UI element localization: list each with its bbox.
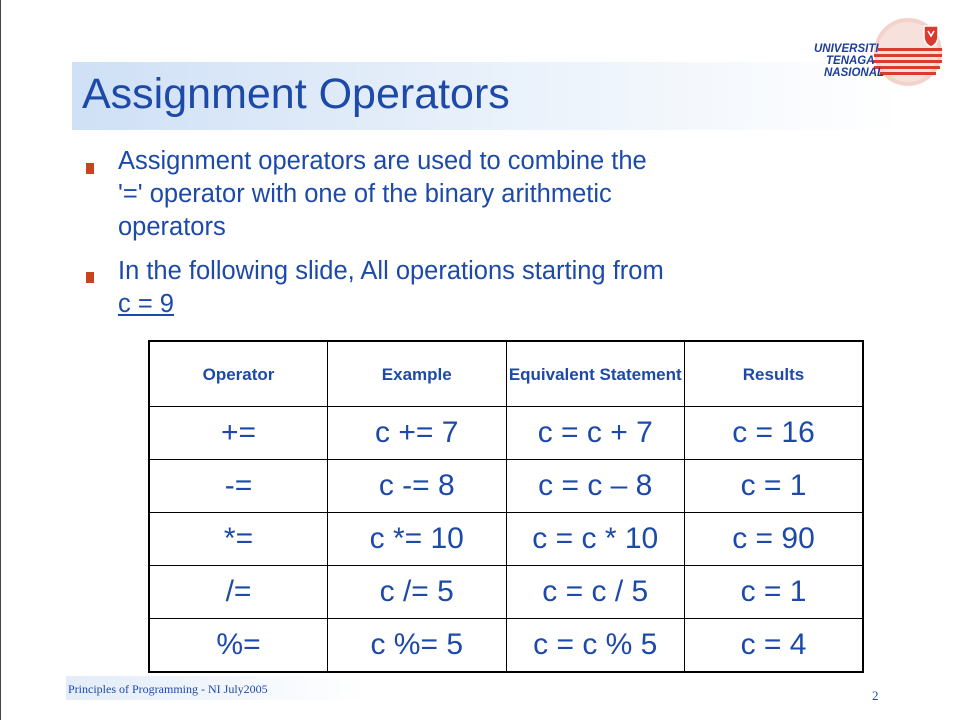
- example-cell: c -= 8: [328, 460, 507, 513]
- equivalent-cell: c = c / 5: [506, 566, 685, 619]
- table-row: [149, 513, 863, 566]
- result-cell: c = 1: [685, 460, 864, 513]
- operator-cell: -=: [149, 460, 328, 513]
- header-example: Example: [328, 341, 507, 407]
- result-cell: c = 16: [685, 407, 864, 460]
- result-cell: c = 90: [685, 513, 864, 566]
- table-row: [149, 407, 863, 460]
- bullet-1-line-3: operators: [118, 213, 226, 241]
- logo-line-3: NASIONAL: [824, 67, 885, 79]
- table-row: [149, 460, 863, 513]
- header-results: Results: [685, 341, 864, 407]
- bullet-marker-2: [86, 272, 94, 283]
- page-number: 2: [872, 688, 879, 703]
- bullet-2-line-1: In the following slide, All operations starting from: [118, 257, 664, 285]
- footer-text: Principles of Programming - NI July2005: [68, 682, 268, 696]
- logo-line-1: UNIVERSITI: [814, 43, 879, 55]
- operator-cell: *=: [149, 513, 328, 566]
- equivalent-cell: c = c + 7: [506, 407, 685, 460]
- result-cell: c = 4: [685, 619, 864, 673]
- equivalent-cell: c = c % 5: [506, 619, 685, 673]
- logo-line-2: TENAGA: [826, 55, 875, 67]
- university-logo: [800, 14, 950, 114]
- equivalent-cell: c = c * 10: [506, 513, 685, 566]
- example-cell: c *= 10: [328, 513, 507, 566]
- bullet-1-line-2: '=' operator with one of the binary arithmetic: [118, 180, 612, 208]
- example-cell: c += 7: [328, 407, 507, 460]
- bullet-marker-1: [86, 163, 94, 174]
- equivalent-cell: c = c – 8: [506, 460, 685, 513]
- example-cell: c %= 5: [328, 619, 507, 673]
- operator-cell: +=: [149, 407, 328, 460]
- bullet-2-underlined-value: c = 9: [118, 290, 174, 318]
- operator-cell: %=: [149, 619, 328, 673]
- table-row: [149, 619, 863, 673]
- header-operator: Operator: [149, 341, 328, 407]
- operator-cell: /=: [149, 566, 328, 619]
- assignment-operators-table: [148, 340, 864, 673]
- table-header-row: [149, 341, 863, 407]
- example-cell: c /= 5: [328, 566, 507, 619]
- bullet-2-text: [118, 255, 664, 321]
- result-cell: c = 1: [685, 566, 864, 619]
- table-row: [149, 566, 863, 619]
- slide-title: Assignment Operators: [82, 70, 510, 118]
- left-edge-line: [0, 0, 1, 720]
- bullet-1-line-1: Assignment operators are used to combine the: [118, 147, 647, 175]
- header-equivalent-statement: Equivalent Statement: [506, 341, 685, 407]
- bullet-1-text: [118, 145, 647, 244]
